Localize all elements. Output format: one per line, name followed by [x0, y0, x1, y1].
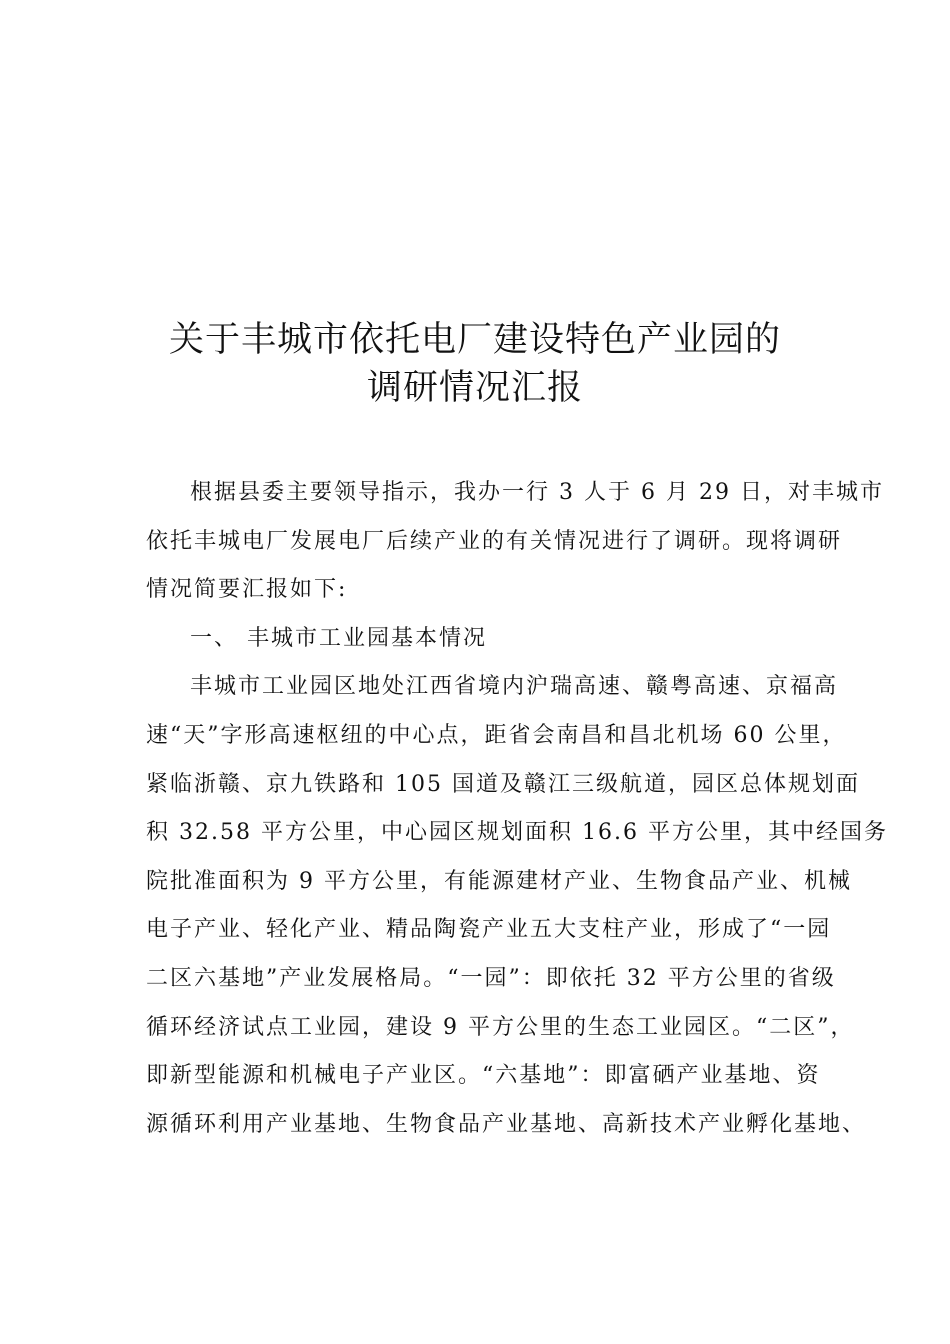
body-line: 积 32.58 平方公里，中心园区规划面积 16.6 平方公里，其中经国务	[146, 820, 888, 846]
body-line: 情况简要汇报如下:	[146, 577, 348, 603]
document-body	[146, 469, 888, 1149]
body-line: 根据县委主要领导指示，我办一行 3 人于 6 月 29 日，对丰城市	[190, 480, 884, 505]
body-line: 电子产业、轻化产业、精品陶瓷产业五大支柱产业，形成了“一园	[146, 917, 832, 943]
body-line: 源循环利用产业基地、生物食品产业基地、高新技术产业孵化基地、	[146, 1111, 867, 1137]
body-line: 速“天”字形高速枢纽的中心点，距省会南昌和昌北机场 60 公里，	[146, 722, 847, 748]
title-line-1: 关于丰城市依托电厂建设特色产业园的	[168, 320, 781, 360]
document-title	[0, 316, 950, 412]
body-line: 依托丰城电厂发展电厂后续产业的有关情况进行了调研。现将调研	[146, 528, 843, 554]
body-line: 循环经济试点工业园，建设 9 平方公里的生态工业园区。“二区”，	[146, 1014, 855, 1040]
body-line: 丰城市工业园区地处江西省境内沪瑞高速、赣粤高速、京福高	[190, 674, 839, 700]
body-line: 院批准面积为 9 平方公里，有能源建材产业、生物食品产业、机械	[146, 868, 852, 894]
title-line-2: 调研情况汇报	[366, 368, 583, 408]
body-line: 紧临浙赣、京九铁路和 105 国道及赣江三级航道，园区总体规划面	[146, 771, 860, 797]
body-line: 二区六基地”产业发展格局。“一园”：即依托 32 平方公里的省级	[146, 965, 836, 991]
section-heading: 一、 丰城市工业园基本情况	[190, 625, 487, 651]
body-line: 即新型能源和机械电子产业区。“六基地”：即富硒产业基地、资	[146, 1063, 821, 1089]
